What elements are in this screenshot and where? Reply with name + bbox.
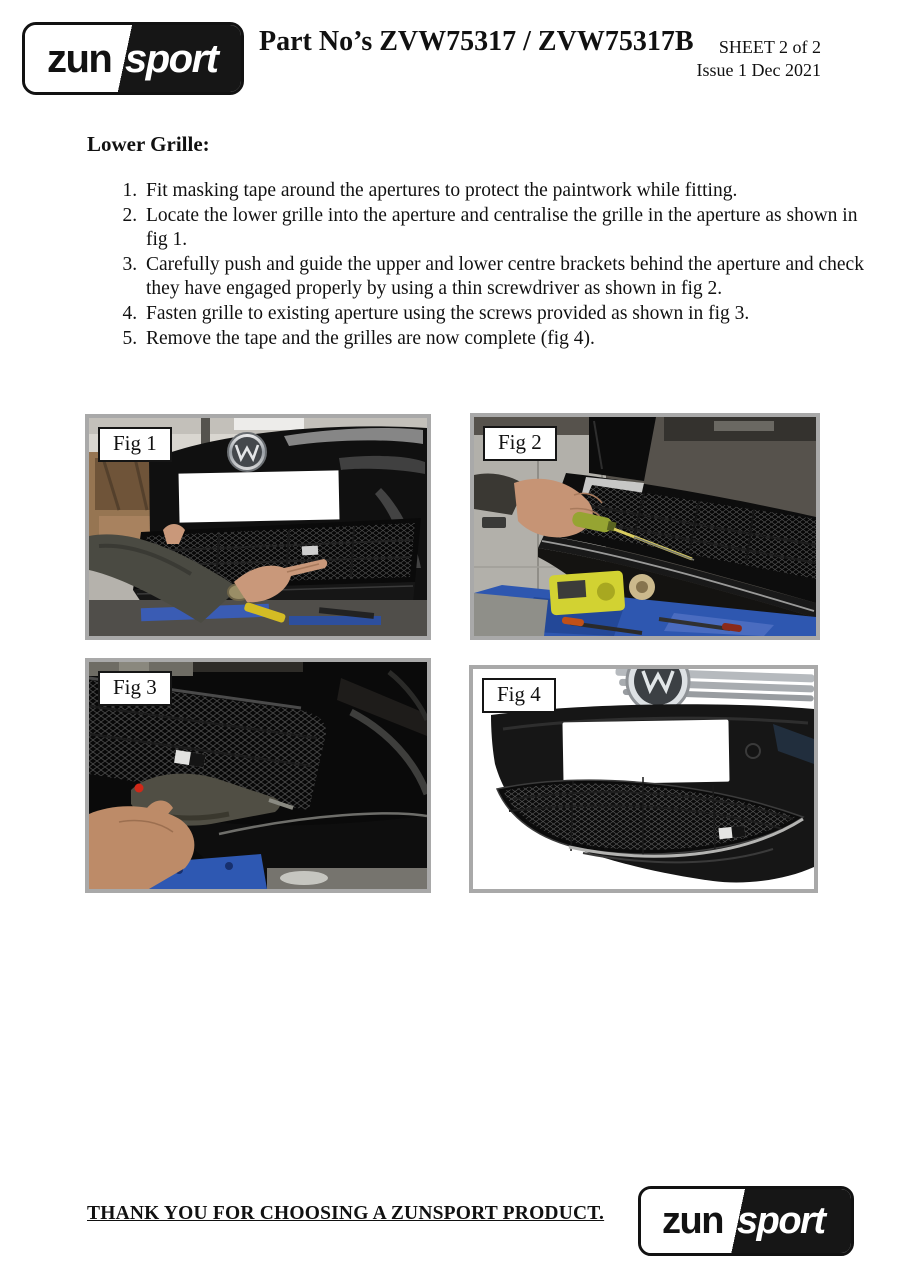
concrete-block bbox=[474, 593, 548, 636]
instruction-item: 2. Locate the lower grille into the aperture and centralise the grille in the aperture as shown in fig 1. bbox=[142, 204, 877, 253]
logo-sport-text: sport bbox=[125, 37, 218, 81]
vw-badge-icon bbox=[228, 433, 266, 471]
page-title: Part No’s ZVW75317 / ZVW75317B bbox=[259, 26, 694, 57]
logo-sport-text: sport bbox=[737, 1200, 825, 1242]
number-plate bbox=[562, 720, 729, 785]
figure-3-label: Fig 3 bbox=[98, 671, 172, 706]
zunsport-logo-footer bbox=[638, 1186, 854, 1256]
instructions-list bbox=[85, 179, 877, 351]
sheet-info bbox=[697, 36, 821, 82]
footer-thanks: THANK YOU FOR CHOOSING A ZUNSPORT PRODUCT. bbox=[87, 1203, 605, 1224]
figure-1-panel bbox=[85, 414, 431, 640]
instruction-item: 3. Carefully push and guide the upper and lower centre brackets behind the aperture and check they have engaged properly by using a thin screwdriver as shown in fig 2. bbox=[142, 253, 877, 302]
section-heading-lower-grille: Lower Grille: bbox=[87, 132, 210, 156]
sheet-number: SHEET 2 of 2 bbox=[718, 37, 821, 57]
logo-zun-text: zun bbox=[47, 37, 112, 81]
multimeter bbox=[549, 570, 626, 615]
instruction-item: 5. Remove the tape and the grilles are now complete (fig 4). bbox=[142, 327, 877, 352]
instruction-item: 4. Fasten grille to existing aperture using the screws provided as shown in fig 3. bbox=[142, 302, 877, 327]
zunsport-logo bbox=[22, 22, 244, 95]
number-plate bbox=[179, 470, 340, 522]
figure-4-panel bbox=[469, 665, 818, 893]
figure-1-label: Fig 1 bbox=[98, 427, 172, 462]
instruction-item: 1. Fit masking tape around the apertures to protect the paintwork while fitting. bbox=[142, 179, 877, 204]
figure-2-panel bbox=[470, 413, 820, 640]
figure-3-panel bbox=[85, 658, 431, 893]
figure-2-label: Fig 2 bbox=[483, 426, 557, 461]
parking-sensor bbox=[746, 744, 760, 758]
figure-4-label: Fig 4 bbox=[482, 678, 556, 713]
logo-zun-text: zun bbox=[662, 1200, 723, 1242]
workbench bbox=[89, 600, 427, 636]
issue-date: Issue 1 Dec 2021 bbox=[696, 60, 821, 80]
